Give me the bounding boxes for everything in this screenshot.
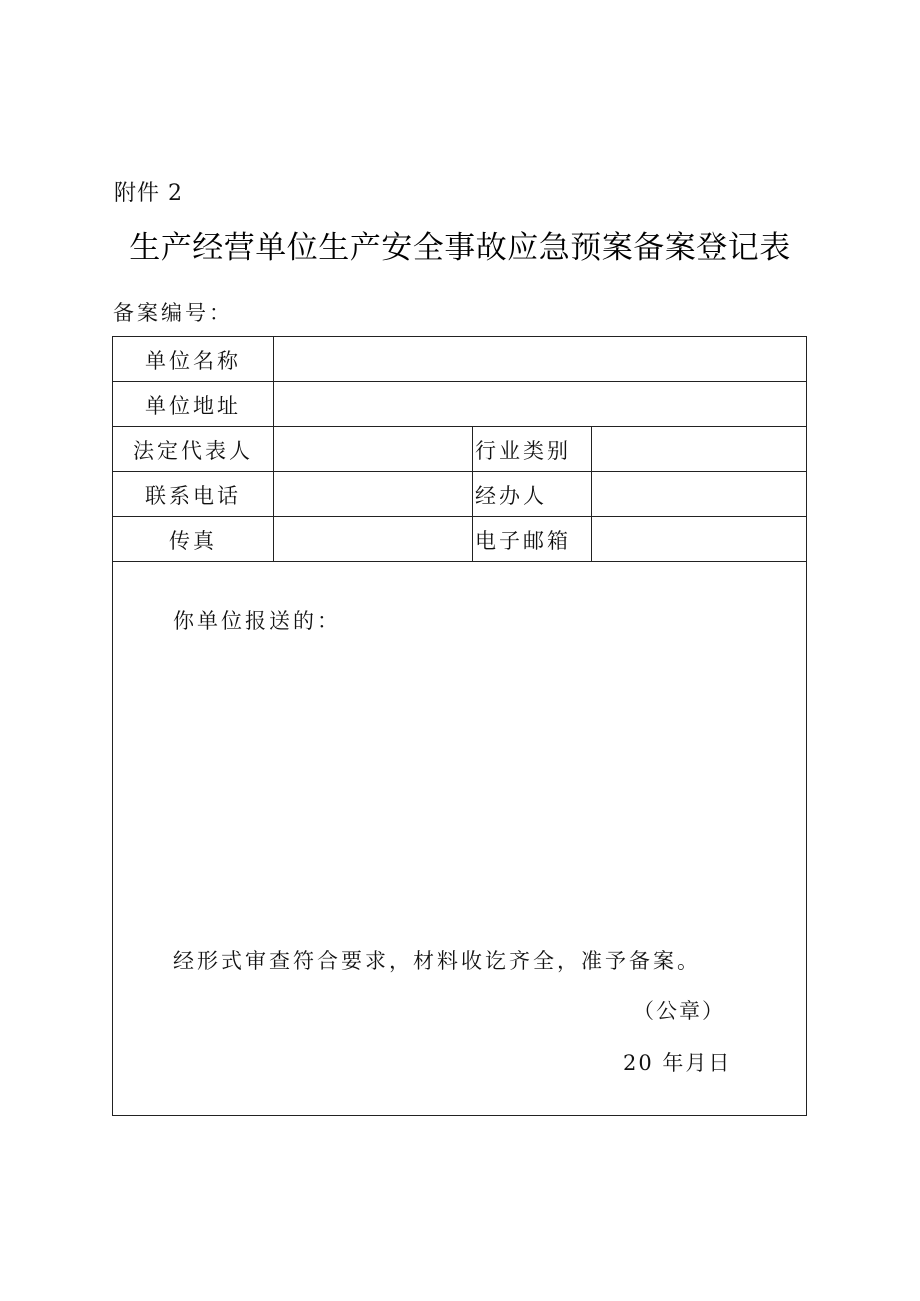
phone-field[interactable] [274, 472, 472, 516]
row-phone [113, 472, 806, 517]
phone-label: 联系电话 [145, 484, 241, 508]
fax-field[interactable] [274, 517, 472, 561]
handler-field[interactable] [592, 472, 806, 516]
record-number-label: 备案编号： [113, 301, 233, 325]
row-unit-address [113, 382, 806, 427]
row-legal-rep [113, 427, 806, 472]
divider [472, 427, 473, 471]
approval-body [113, 561, 806, 1115]
row-unit-name [113, 337, 806, 382]
legal-rep-label: 法定代表人 [133, 439, 253, 463]
divider [472, 472, 473, 516]
registration-form-table [112, 336, 807, 1116]
industry-field[interactable] [592, 427, 806, 471]
industry-label: 行业类别 [475, 439, 571, 463]
unit-name-label: 单位名称 [145, 349, 241, 373]
unit-address-field[interactable] [274, 382, 806, 426]
legal-rep-field[interactable] [274, 427, 472, 471]
page-title: 生产经营单位生产安全事故应急预案备案登记表 [129, 230, 791, 266]
official-seal-label: （公章） [633, 999, 725, 1023]
email-field[interactable] [592, 517, 806, 561]
date-line: 20 年月日 [623, 1051, 732, 1075]
attachment-label: 附件 2 [114, 181, 183, 206]
unit-address-label: 单位地址 [145, 394, 241, 418]
row-fax [113, 517, 806, 562]
handler-label: 经办人 [475, 484, 547, 508]
divider [472, 517, 473, 561]
unit-name-field[interactable] [274, 337, 806, 381]
approval-text: 经形式审查符合要求，材料收讫齐全，准予备案。 [173, 949, 701, 973]
fax-label: 传真 [169, 529, 217, 553]
email-label: 电子邮箱 [475, 529, 571, 553]
submitted-text: 你单位报送的： [173, 609, 341, 633]
